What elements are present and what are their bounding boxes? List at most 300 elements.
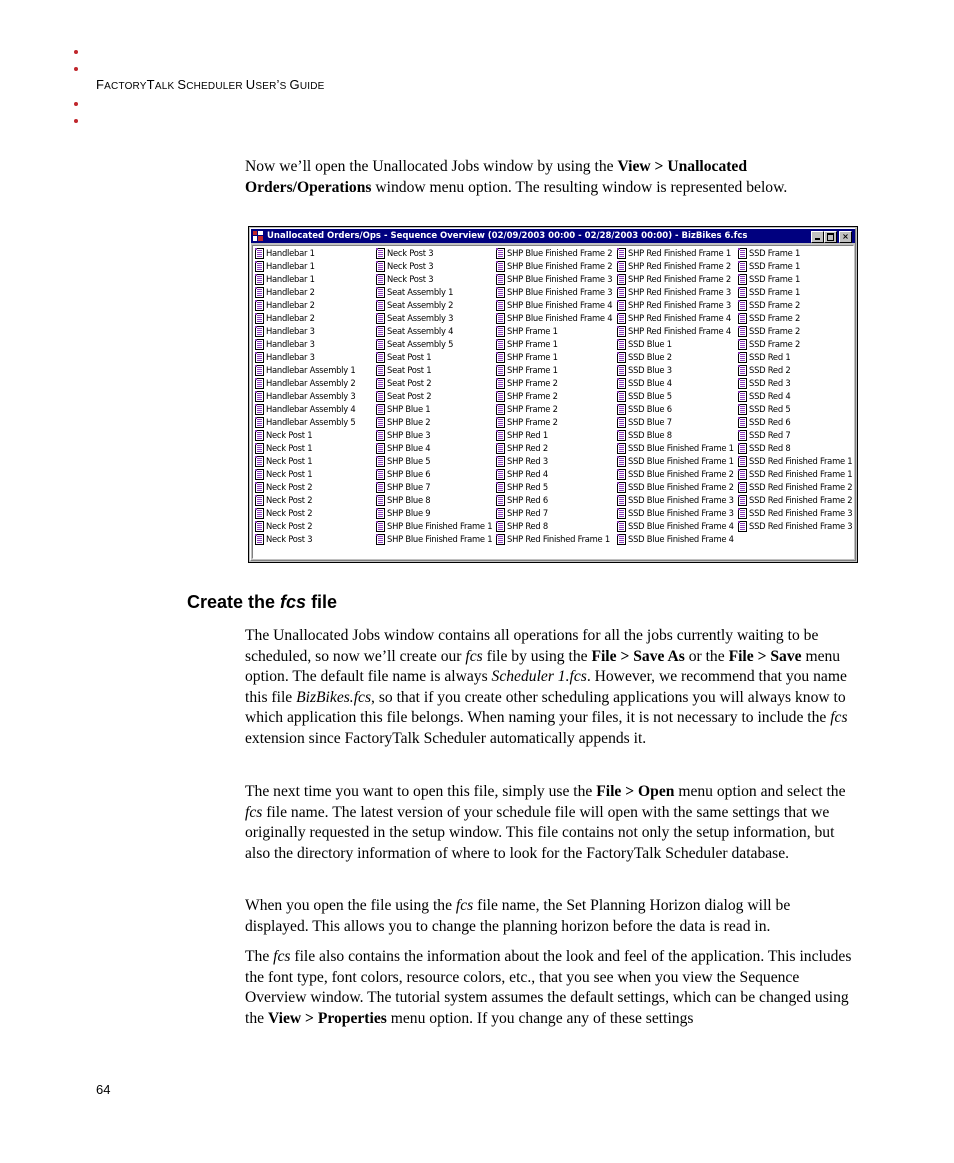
list-item-label: SHP Blue Finished Frame 3 bbox=[507, 274, 613, 284]
list-item-label: Neck Post 2 bbox=[266, 521, 313, 531]
list-item[interactable] bbox=[737, 455, 852, 468]
list-item[interactable] bbox=[616, 312, 734, 325]
list-item[interactable] bbox=[375, 403, 492, 416]
document-icon bbox=[376, 326, 385, 337]
heading-text: Create the bbox=[187, 592, 281, 612]
list-item[interactable] bbox=[375, 429, 492, 442]
heading-text: fcs bbox=[280, 592, 307, 612]
list-item[interactable] bbox=[254, 260, 355, 273]
list-item[interactable] bbox=[375, 520, 492, 533]
list-item-label: SHP Blue 9 bbox=[387, 508, 431, 518]
list-item[interactable] bbox=[495, 260, 612, 273]
document-icon bbox=[617, 352, 626, 363]
list-item[interactable] bbox=[495, 312, 612, 325]
document-icon bbox=[255, 248, 264, 259]
sequence-overview-list bbox=[252, 245, 854, 559]
list-item[interactable] bbox=[254, 364, 355, 377]
list-item-label: Neck Post 3 bbox=[387, 261, 434, 271]
list-item-label: Seat Assembly 1 bbox=[387, 287, 454, 297]
running-head-text: U bbox=[245, 77, 256, 92]
document-icon bbox=[255, 300, 264, 311]
list-item[interactable] bbox=[254, 338, 355, 351]
list-item[interactable] bbox=[254, 247, 355, 260]
document-icon bbox=[496, 261, 505, 272]
list-item-label: SSD Red Finished Frame 3 bbox=[749, 521, 853, 531]
text-run: . However, we recommend that you name this file bbox=[245, 668, 847, 706]
list-item[interactable] bbox=[254, 481, 355, 494]
list-item[interactable] bbox=[495, 364, 612, 377]
list-item-label: SSD Frame 2 bbox=[749, 339, 801, 349]
list-item[interactable] bbox=[737, 429, 852, 442]
item-column bbox=[737, 247, 852, 533]
document-icon bbox=[738, 495, 747, 506]
document-icon bbox=[255, 482, 264, 493]
list-item[interactable] bbox=[616, 247, 734, 260]
text-run: , so that if you create other scheduling applications you will always know to which application this file belongs. When naming your files, it is not necessary to include the bbox=[245, 688, 846, 727]
list-item-label: SSD Frame 2 bbox=[749, 300, 801, 310]
list-item[interactable] bbox=[254, 494, 355, 507]
document-icon bbox=[496, 469, 505, 480]
list-item[interactable] bbox=[375, 390, 492, 403]
filename: BizBikes.fcs bbox=[296, 688, 372, 706]
list-item[interactable] bbox=[495, 299, 612, 312]
minimize-button[interactable] bbox=[811, 231, 824, 243]
document-icon bbox=[496, 365, 505, 376]
document-icon bbox=[376, 456, 385, 467]
list-item[interactable] bbox=[375, 325, 492, 338]
list-item-label: Seat Assembly 2 bbox=[387, 300, 454, 310]
document-icon bbox=[738, 287, 747, 298]
list-item-label: SSD Blue Finished Frame 4 bbox=[628, 521, 734, 531]
list-item[interactable] bbox=[616, 455, 734, 468]
document-icon bbox=[496, 326, 505, 337]
list-item[interactable] bbox=[737, 338, 852, 351]
list-item[interactable] bbox=[616, 442, 734, 455]
list-item-label: SHP Red Finished Frame 1 bbox=[507, 534, 610, 544]
running-head-text: ACTORY bbox=[104, 81, 147, 92]
document-icon bbox=[738, 482, 747, 493]
list-item-label: Neck Post 2 bbox=[266, 495, 313, 505]
list-item[interactable] bbox=[495, 416, 612, 429]
intro-paragraph bbox=[245, 157, 857, 198]
document-icon bbox=[617, 313, 626, 324]
list-item[interactable] bbox=[375, 286, 492, 299]
list-item[interactable] bbox=[737, 364, 852, 377]
list-item-label: Handlebar 3 bbox=[266, 339, 315, 349]
document-icon bbox=[376, 508, 385, 519]
list-item[interactable] bbox=[375, 312, 492, 325]
filename: fcs bbox=[245, 803, 263, 821]
list-item-label: SHP Frame 2 bbox=[507, 417, 558, 427]
document-icon bbox=[376, 417, 385, 428]
list-item[interactable] bbox=[375, 442, 492, 455]
list-item[interactable] bbox=[737, 377, 852, 390]
list-item[interactable] bbox=[375, 260, 492, 273]
list-item-label: Neck Post 3 bbox=[387, 248, 434, 258]
document-icon bbox=[376, 495, 385, 506]
list-item-label: SHP Red 7 bbox=[507, 508, 548, 518]
document-icon bbox=[738, 469, 747, 480]
list-item-label: SSD Red 7 bbox=[749, 430, 791, 440]
section-heading bbox=[187, 592, 337, 613]
list-item[interactable] bbox=[495, 494, 612, 507]
list-item-label: Seat Post 2 bbox=[387, 391, 432, 401]
filename: fcs bbox=[273, 948, 291, 965]
unallocated-orders-window bbox=[248, 226, 858, 563]
list-item-label: SHP Frame 2 bbox=[507, 391, 558, 401]
list-item-label: SHP Blue 4 bbox=[387, 443, 431, 453]
list-item[interactable] bbox=[495, 442, 612, 455]
document-icon bbox=[376, 248, 385, 259]
list-item[interactable] bbox=[737, 325, 852, 338]
list-item[interactable] bbox=[375, 481, 492, 494]
window-titlebar[interactable] bbox=[251, 229, 855, 243]
list-item-label: Handlebar Assembly 1 bbox=[266, 365, 356, 375]
text-run: extension since FactoryTalk Scheduler automatically appends it. bbox=[245, 729, 647, 747]
document-icon bbox=[376, 469, 385, 480]
list-item-label: SHP Red Finished Frame 1 bbox=[628, 248, 731, 258]
list-item[interactable] bbox=[616, 507, 734, 520]
document-icon bbox=[738, 261, 747, 272]
list-item[interactable] bbox=[495, 286, 612, 299]
document-icon bbox=[255, 352, 264, 363]
list-item-label: Handlebar Assembly 3 bbox=[266, 391, 356, 401]
list-item[interactable] bbox=[495, 325, 612, 338]
list-item[interactable] bbox=[254, 351, 355, 364]
text-run: menu option. If you change any of these settings bbox=[386, 1009, 694, 1027]
document-icon bbox=[255, 456, 264, 467]
list-item[interactable] bbox=[616, 364, 734, 377]
list-item[interactable] bbox=[737, 273, 852, 286]
list-item[interactable] bbox=[737, 481, 852, 494]
list-item-label: SHP Red 4 bbox=[507, 469, 548, 479]
list-item[interactable] bbox=[254, 455, 355, 468]
list-item[interactable] bbox=[495, 338, 612, 351]
list-item[interactable] bbox=[616, 468, 734, 481]
list-item[interactable] bbox=[737, 494, 852, 507]
bullet-dot bbox=[74, 102, 78, 106]
list-item-label: SSD Red Finished Frame 3 bbox=[749, 508, 853, 518]
list-item[interactable] bbox=[737, 507, 852, 520]
list-item[interactable] bbox=[375, 455, 492, 468]
list-item[interactable] bbox=[737, 520, 852, 533]
list-item-label: SHP Blue 5 bbox=[387, 456, 431, 466]
list-item[interactable] bbox=[254, 416, 355, 429]
document-icon bbox=[617, 495, 626, 506]
document-icon bbox=[496, 274, 505, 285]
document-icon bbox=[376, 378, 385, 389]
list-item[interactable] bbox=[616, 494, 734, 507]
document-icon bbox=[255, 313, 264, 324]
bullet-dot bbox=[74, 67, 78, 71]
list-item[interactable] bbox=[616, 377, 734, 390]
text-run: or the bbox=[684, 647, 729, 665]
filename: Scheduler 1.fcs bbox=[491, 668, 587, 686]
document-icon bbox=[255, 430, 264, 441]
list-item[interactable] bbox=[737, 286, 852, 299]
list-item[interactable] bbox=[737, 247, 852, 260]
list-item[interactable] bbox=[254, 273, 355, 286]
list-item-label: SHP Frame 1 bbox=[507, 365, 558, 375]
list-item-label: Handlebar 2 bbox=[266, 287, 315, 297]
list-item[interactable] bbox=[375, 468, 492, 481]
menu-path: File > Open bbox=[596, 783, 675, 800]
list-item-label: Handlebar 2 bbox=[266, 300, 315, 310]
list-item[interactable] bbox=[495, 351, 612, 364]
document-icon bbox=[617, 365, 626, 376]
document-icon bbox=[617, 534, 626, 545]
document-icon bbox=[617, 274, 626, 285]
document-icon bbox=[496, 443, 505, 454]
list-item-label: Seat Assembly 5 bbox=[387, 339, 454, 349]
list-item-label: SHP Blue Finished Frame 2 bbox=[507, 261, 613, 271]
list-item[interactable] bbox=[616, 299, 734, 312]
document-icon bbox=[255, 391, 264, 402]
document-icon bbox=[376, 404, 385, 415]
list-item-label: SHP Red Finished Frame 3 bbox=[628, 287, 731, 297]
document-icon bbox=[496, 456, 505, 467]
document-icon bbox=[617, 261, 626, 272]
list-item-label: SHP Blue Finished Frame 3 bbox=[507, 287, 613, 297]
list-item[interactable] bbox=[737, 312, 852, 325]
document-icon bbox=[738, 456, 747, 467]
document-icon bbox=[255, 339, 264, 350]
list-item[interactable] bbox=[616, 533, 734, 546]
list-item[interactable] bbox=[254, 403, 355, 416]
list-item[interactable] bbox=[254, 468, 355, 481]
list-item-label: SSD Red Finished Frame 1 bbox=[749, 469, 853, 479]
maximize-button[interactable] bbox=[824, 231, 837, 243]
list-item-label: SHP Red Finished Frame 4 bbox=[628, 326, 731, 336]
list-item[interactable] bbox=[254, 299, 355, 312]
list-item[interactable] bbox=[495, 403, 612, 416]
document-icon bbox=[496, 534, 505, 545]
document-icon bbox=[376, 339, 385, 350]
list-item-label: SSD Frame 1 bbox=[749, 248, 801, 258]
list-item-label: Neck Post 3 bbox=[266, 534, 313, 544]
bullet-dot bbox=[74, 50, 78, 54]
list-item-label: SSD Blue 4 bbox=[628, 378, 672, 388]
list-item[interactable] bbox=[495, 390, 612, 403]
list-item[interactable] bbox=[495, 520, 612, 533]
list-item[interactable] bbox=[737, 390, 852, 403]
list-item[interactable] bbox=[616, 286, 734, 299]
list-item[interactable] bbox=[737, 416, 852, 429]
list-item[interactable] bbox=[254, 429, 355, 442]
menu-path: View > Properties bbox=[267, 1009, 387, 1027]
text-run: file also contains the information about the look and feel of the application. This includes the font type, font colors, resource colors, etc., that you see when you view the Sequence Overview window. The tutorial system assumes the default settings, which can be changed using the bbox=[245, 948, 852, 1027]
running-head-text: ALK bbox=[154, 81, 178, 92]
list-item[interactable] bbox=[616, 260, 734, 273]
list-item[interactable] bbox=[254, 507, 355, 520]
list-item-label: SHP Frame 2 bbox=[507, 378, 558, 388]
list-item[interactable] bbox=[616, 325, 734, 338]
list-item[interactable] bbox=[254, 520, 355, 533]
item-column bbox=[495, 247, 612, 546]
list-item-label: SSD Blue Finished Frame 1 bbox=[628, 443, 734, 453]
list-item[interactable] bbox=[495, 468, 612, 481]
text-run: window menu option. The resulting window is represented below. bbox=[371, 178, 788, 196]
list-item-label: SSD Red Finished Frame 1 bbox=[749, 456, 853, 466]
list-item-label: Handlebar Assembly 4 bbox=[266, 404, 356, 414]
list-item-label: SSD Frame 2 bbox=[749, 313, 801, 323]
list-item-label: SHP Red 1 bbox=[507, 430, 548, 440]
list-item-label: SSD Blue 7 bbox=[628, 417, 672, 427]
list-item[interactable] bbox=[254, 325, 355, 338]
list-item[interactable] bbox=[375, 364, 492, 377]
window-app-icon[interactable] bbox=[253, 231, 263, 241]
list-item-label: SHP Blue 1 bbox=[387, 404, 431, 414]
list-item[interactable] bbox=[616, 416, 734, 429]
document-icon bbox=[617, 482, 626, 493]
list-item-label: SSD Blue 2 bbox=[628, 352, 672, 362]
list-item[interactable] bbox=[616, 403, 734, 416]
document-icon bbox=[496, 521, 505, 532]
list-item-label: SHP Red 2 bbox=[507, 443, 548, 453]
list-item[interactable] bbox=[737, 260, 852, 273]
document-icon bbox=[738, 521, 747, 532]
document-icon bbox=[496, 404, 505, 415]
list-item[interactable] bbox=[495, 377, 612, 390]
document-icon bbox=[376, 365, 385, 376]
list-item[interactable] bbox=[737, 442, 852, 455]
filename: fcs bbox=[455, 897, 474, 914]
list-item[interactable] bbox=[254, 312, 355, 325]
list-item-label: Neck Post 1 bbox=[266, 430, 313, 440]
list-item-label: Seat Post 1 bbox=[387, 365, 432, 375]
list-item[interactable] bbox=[495, 247, 612, 260]
list-item-label: SHP Frame 1 bbox=[507, 326, 558, 336]
document-icon bbox=[255, 417, 264, 428]
list-item-label: SHP Blue 3 bbox=[387, 430, 431, 440]
list-item-label: SSD Red 1 bbox=[749, 352, 791, 362]
document-icon bbox=[255, 508, 264, 519]
list-item-label: SHP Blue Finished Frame 4 bbox=[507, 300, 613, 310]
text-run: menu option and select the bbox=[674, 783, 846, 800]
list-item[interactable] bbox=[375, 377, 492, 390]
list-item[interactable] bbox=[616, 338, 734, 351]
body-paragraph-3 bbox=[245, 896, 857, 937]
document-icon bbox=[617, 287, 626, 298]
list-item-label: SHP Red 3 bbox=[507, 456, 548, 466]
list-item-label: SHP Red Finished Frame 2 bbox=[628, 274, 731, 284]
document-icon bbox=[738, 339, 747, 350]
list-item-label: SSD Blue Finished Frame 4 bbox=[628, 534, 734, 544]
list-item[interactable] bbox=[737, 403, 852, 416]
list-item-label: SSD Red 5 bbox=[749, 404, 791, 414]
document-icon bbox=[617, 521, 626, 532]
menu-path: File > Save As bbox=[591, 647, 685, 665]
list-item-label: Neck Post 2 bbox=[266, 508, 313, 518]
body-paragraph-2 bbox=[245, 782, 857, 864]
document-icon bbox=[376, 274, 385, 285]
document-icon bbox=[496, 430, 505, 441]
list-item-label: SHP Red Finished Frame 3 bbox=[628, 300, 731, 310]
text-run: The next time you want to open this file, simply use the bbox=[245, 783, 597, 800]
list-item-label: SHP Blue 6 bbox=[387, 469, 431, 479]
document-icon bbox=[496, 313, 505, 324]
text-run: file by using the bbox=[482, 647, 592, 665]
text-run: file name, the Set Planning Horizon dialog will be displayed. This allows you to change the planning horizon before the data is read in. bbox=[245, 897, 791, 935]
list-item-label: SSD Red 2 bbox=[749, 365, 791, 375]
list-item[interactable] bbox=[616, 429, 734, 442]
document-icon bbox=[496, 482, 505, 493]
list-item[interactable] bbox=[375, 494, 492, 507]
list-item[interactable] bbox=[495, 273, 612, 286]
list-item-label: SHP Red 5 bbox=[507, 482, 548, 492]
list-item-label: SSD Red Finished Frame 2 bbox=[749, 495, 853, 505]
document-icon bbox=[255, 469, 264, 480]
list-item[interactable] bbox=[375, 351, 492, 364]
list-item[interactable] bbox=[495, 429, 612, 442]
text-run: menu option. The default file name is always bbox=[245, 647, 841, 686]
list-item[interactable] bbox=[495, 481, 612, 494]
list-item[interactable] bbox=[375, 533, 492, 546]
list-item-label: Handlebar 3 bbox=[266, 352, 315, 362]
list-item[interactable] bbox=[495, 507, 612, 520]
list-item[interactable] bbox=[254, 442, 355, 455]
list-item[interactable] bbox=[254, 390, 355, 403]
list-item-label: SHP Blue Finished Frame 2 bbox=[507, 248, 613, 258]
list-item-label: SSD Blue Finished Frame 2 bbox=[628, 469, 734, 479]
list-item[interactable] bbox=[375, 247, 492, 260]
list-item[interactable] bbox=[254, 533, 355, 546]
list-item-label: Handlebar 2 bbox=[266, 313, 315, 323]
list-item[interactable] bbox=[737, 351, 852, 364]
list-item[interactable] bbox=[375, 338, 492, 351]
close-button[interactable]: × bbox=[839, 231, 852, 243]
list-item[interactable] bbox=[616, 273, 734, 286]
list-item-label: SSD Blue 3 bbox=[628, 365, 672, 375]
list-item-label: Handlebar 3 bbox=[266, 326, 315, 336]
list-item[interactable] bbox=[616, 390, 734, 403]
list-item[interactable] bbox=[375, 273, 492, 286]
list-item[interactable] bbox=[737, 299, 852, 312]
list-item-label: SSD Red 3 bbox=[749, 378, 791, 388]
list-item[interactable] bbox=[495, 455, 612, 468]
document-icon bbox=[376, 300, 385, 311]
running-head-text: CHEDULER bbox=[186, 81, 246, 92]
heading-text: file bbox=[306, 592, 338, 612]
list-item[interactable] bbox=[375, 507, 492, 520]
list-item[interactable] bbox=[375, 416, 492, 429]
body-paragraph-4 bbox=[245, 947, 857, 1029]
document-icon bbox=[617, 404, 626, 415]
document-icon bbox=[617, 469, 626, 480]
item-column bbox=[254, 247, 355, 546]
text-run: file name. The latest version of your schedule file will open with the same settings that we originally requested in the setup window. This file contains not only the setup information, but also the directory information of where to look for the FactoryTalk Scheduler database. bbox=[245, 803, 835, 862]
list-item[interactable] bbox=[737, 468, 852, 481]
document-icon bbox=[738, 313, 747, 324]
document-icon bbox=[738, 443, 747, 454]
list-item[interactable] bbox=[495, 533, 612, 546]
document-icon bbox=[738, 378, 747, 389]
document-icon bbox=[617, 339, 626, 350]
list-item[interactable] bbox=[254, 286, 355, 299]
list-item-label: SSD Blue Finished Frame 3 bbox=[628, 495, 734, 505]
list-item[interactable] bbox=[616, 520, 734, 533]
document-icon bbox=[496, 378, 505, 389]
list-item[interactable] bbox=[616, 351, 734, 364]
document-icon bbox=[617, 443, 626, 454]
document-icon bbox=[738, 404, 747, 415]
list-item[interactable] bbox=[254, 377, 355, 390]
document-icon bbox=[496, 352, 505, 363]
list-item[interactable] bbox=[375, 299, 492, 312]
text-run: Now we’ll open the Unallocated Jobs window by using the bbox=[245, 158, 618, 175]
document-icon bbox=[496, 391, 505, 402]
list-item[interactable] bbox=[616, 481, 734, 494]
